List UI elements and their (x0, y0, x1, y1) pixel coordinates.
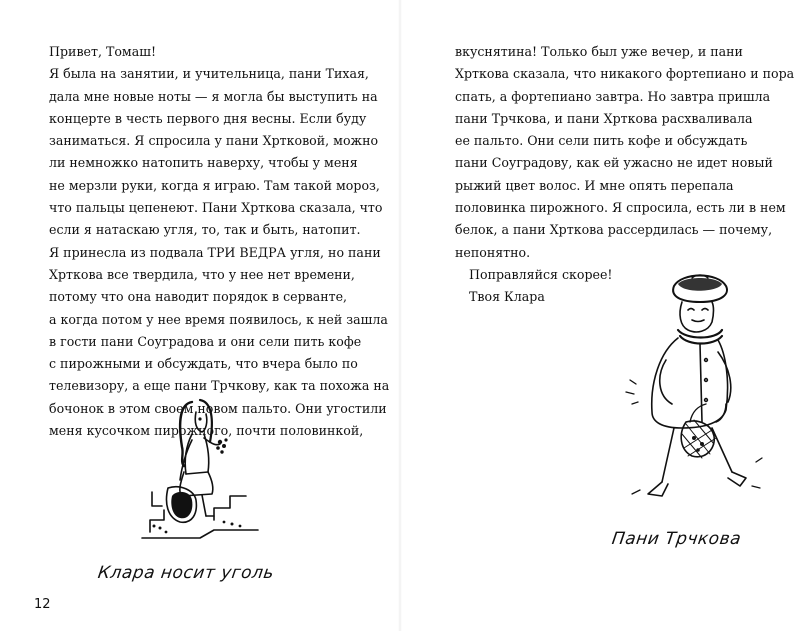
letter-text-left (49, 41, 389, 442)
text-line: если я натаскаю угля, то, так и быть, натопит. (49, 222, 361, 238)
text-line: вкуснятина! Только был уже вечер, и пани (455, 44, 743, 59)
text-line: ее пальто. Они сели пить кофе и обсуждать (455, 133, 748, 149)
text-line: не мерзли руки, когда я играю. Там такой мороз, (49, 177, 380, 193)
text-line: Хрткова все твердила, что у нее нет времени, (49, 266, 355, 282)
text-line: концерте в честь первого дня весны. Если буду (49, 110, 367, 126)
text-line: Твоя Клара (469, 289, 545, 305)
caption-trchkova: Пани Трчкова (610, 529, 743, 549)
text-line: Я принесла из подвала ТРИ ВЕДРА угля, но пани (49, 244, 381, 260)
text-line: потому что она наводит порядок в серванте, (49, 289, 348, 305)
text-line: бочонок в этом своем новом пальто. Они угостили (49, 400, 387, 416)
text-line: с пирожными и обсуждать, что вчера было по (49, 356, 358, 372)
pani-trchkova-illustration (622, 272, 772, 512)
text-line: Хрткова сказала, что никакого фортепиано и пора (455, 66, 795, 82)
text-line: рыжий цвет волос. И мне опять перепала (455, 177, 734, 193)
text-line: ли немножко натопить наверху, чтобы у меня (49, 155, 358, 171)
text-line: телевизору, а еще пани Трчкову, как та похожа на (49, 378, 390, 394)
book-gutter (398, 0, 402, 631)
text-line: непонятно. (455, 244, 531, 260)
letter-text-right (455, 41, 794, 309)
text-line: спать, а фортепиано завтра. Но завтра пришла (455, 88, 771, 104)
text-line: пани Соуградову, как ей ужасно не идет новый (455, 155, 773, 171)
klara-carrying-coal-illustration (140, 392, 290, 542)
page-number: 12 (34, 597, 51, 612)
text-line: Я была на занятии, и учительница, пани Тихая, (49, 66, 369, 82)
text-line: дала мне новые ноты — я могла бы выступить на (49, 88, 378, 104)
text-line: белок, а пани Хрткова рассердилась — почему, (455, 222, 773, 238)
text-line: половинка пирожного. Я спросила, есть ли в нем (455, 200, 786, 216)
caption-klara: Клара носит уголь (96, 563, 276, 583)
text-line: Поправляйся скорее! (469, 266, 613, 282)
text-line: меня кусочком пирожного, почти половинкой, (49, 423, 364, 439)
text-line: пани Трчкова, и пани Хрткова расхваливала (455, 110, 753, 126)
text-line: Привет, Томаш! (49, 44, 157, 59)
text-line: в гости пани Соуградова и они сели пить кофе (49, 333, 362, 349)
text-line: заниматься. Я спросила у пани Хртковой, можно (49, 133, 379, 149)
text-line: а когда потом у нее время появилось, к ней зашла (49, 311, 388, 327)
text-line: что пальцы цепенеют. Пани Хрткова сказала, что (49, 200, 383, 216)
